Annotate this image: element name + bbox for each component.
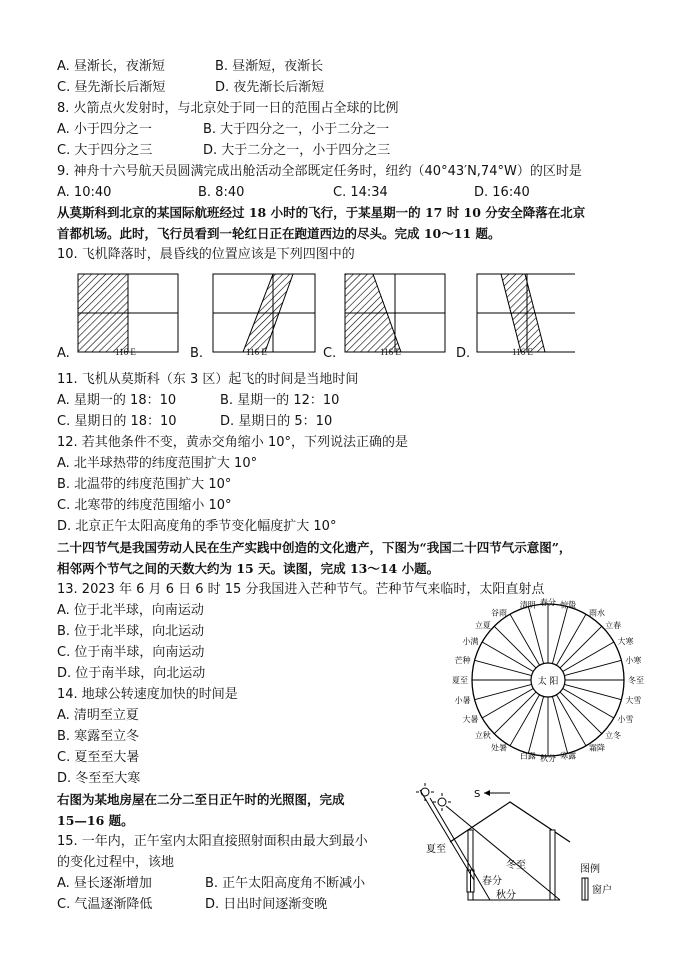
solar-term-label: 夏至 — [452, 676, 468, 685]
q10-option-b-diagram — [213, 274, 315, 352]
q11-option-b: B. 星期一的 12：10 — [220, 393, 340, 408]
q11-stem: 11. 飞机从莫斯科（东 3 区）起飞的时间是当地时间 — [57, 372, 359, 387]
solar-term-label: 立夏 — [474, 620, 491, 630]
term-spoke — [528, 696, 543, 753]
intro-13-14-line1: 二十四节气是我国劳动人民在生产实践中创造的文化遗产，下图为“我国二十四节气示意图”， — [57, 540, 572, 555]
south-label: S — [474, 789, 481, 800]
term-spoke — [563, 689, 614, 719]
q7-option-a: A. 昼渐长，夜渐短 — [57, 59, 165, 74]
solar-term-label: 小暑 — [454, 696, 471, 706]
term-spoke — [552, 607, 567, 664]
q12-stem: 12. 若其他条件不变，黄赤交角缩小 10°，下列说法正确的是 — [57, 435, 408, 450]
q8-option-a: A. 小于四分之一 — [57, 122, 152, 137]
q7-option-c: C. 昼先渐长后渐短 — [57, 80, 166, 95]
term-spoke — [560, 692, 602, 734]
sun-label: 太 阳 — [537, 677, 559, 687]
term-spoke — [560, 626, 602, 668]
term-spoke — [528, 607, 543, 664]
q13-option-a: A. 位于北半球，向南运动 — [57, 603, 204, 618]
q8-option-c: C. 大于四分之三 — [57, 143, 153, 158]
solar-term-label: 小雪 — [617, 715, 634, 724]
solar-term-label: 霜降 — [589, 743, 605, 753]
intro-13-14-line2: 相邻两个节气之间的天数大约为 15 天。读图，完成 13～14 小题。 — [57, 561, 440, 576]
solar-term-label: 白露 — [519, 751, 536, 761]
solar-term-label: 雨水 — [589, 608, 605, 618]
term-spoke — [482, 642, 533, 672]
q11-option-d: D. 星期日的 5：10 — [220, 414, 333, 429]
q13-option-d: D. 位于南半球，向北运动 — [57, 666, 206, 681]
term-spoke — [494, 692, 536, 734]
q7-option-b: B. 昼渐短，夜渐长 — [215, 59, 324, 74]
intro-15-16-line1: 右图为某地房屋在二分二至日正午时的光照图，完成 — [57, 792, 345, 807]
solar-term-label: 春分 — [540, 598, 556, 607]
q15-option-d: D. 日出时间逐渐变晚 — [205, 897, 328, 912]
q14-option-d: D. 冬至至大寒 — [57, 771, 141, 786]
q10-option-d-diagram — [477, 274, 575, 352]
solar-term-label: 谷雨 — [491, 608, 507, 618]
intro-15-16-line2: 15—16 题。 — [57, 813, 134, 828]
sun-icon — [416, 783, 451, 811]
q14-option-c: C. 夏至至大暑 — [57, 750, 140, 765]
solar-term-label: 大寒 — [617, 637, 634, 646]
q10-label-c: C. — [323, 346, 337, 361]
q10-axis-label-d: 116 E — [512, 347, 533, 357]
solar-term-label: 立春 — [605, 620, 622, 630]
solar-term-label: 小寒 — [625, 655, 642, 665]
q7-option-d: D. 夜先渐长后渐短 — [215, 80, 325, 95]
q10-stem: 10. 飞机降落时，晨昏线的位置应该是下列四图中的 — [57, 247, 355, 262]
q10-axis-label-a: 116 E — [115, 347, 136, 357]
q10-axis-label-b: 116 E — [246, 347, 267, 357]
solar-term-label: 冬至 — [628, 676, 644, 685]
house-sunlight-diagram — [410, 780, 640, 920]
q10-label-d: D. — [456, 346, 471, 361]
q15-option-b: B. 正午太阳高度角不断减小 — [205, 876, 366, 891]
term-spoke — [482, 689, 533, 719]
solar-term-label: 寒露 — [560, 751, 577, 761]
term-spoke — [552, 696, 567, 753]
solar-term-label: 大暑 — [462, 715, 479, 724]
q12-option-d: D. 北京正午太阳高度角的季节变化幅度扩大 10° — [57, 519, 337, 534]
term-spoke — [475, 684, 532, 699]
q9-stem: 9. 神舟十六号航天员圆满完成出舱活动全部既定任务时，纽约（40°43′N,74°W）的区时是 — [57, 164, 582, 179]
intro-10-11-line1: 从莫斯科到北京的某国际航班经过 18 小时的飞行，于某星期一的 17 时 10 分安全降落在北京 — [57, 205, 586, 220]
q11-option-a: A. 星期一的 18：10 — [57, 393, 177, 408]
q15-option-a: A. 昼长逐渐增加 — [57, 876, 152, 891]
q13-option-b: B. 位于北半球，向北运动 — [57, 624, 205, 639]
q14-option-a: A. 清明至立夏 — [57, 708, 139, 723]
q12-option-b: B. 北温带的纬度范围扩大 10° — [57, 477, 232, 492]
q9-option-d: D. 16:40 — [474, 185, 530, 200]
solar-term-label: 秋分 — [540, 754, 556, 763]
q10-label-b: B. — [190, 346, 204, 361]
q8-option-d: D. 大于二分之一，小于四分之三 — [203, 143, 391, 158]
q10-option-c-diagram — [345, 274, 445, 352]
term-spoke — [475, 660, 532, 675]
term-spoke — [494, 626, 536, 668]
q12-option-c: C. 北寒带的纬度范围缩小 10° — [57, 498, 232, 513]
q8-stem: 8. 火箭点火发射时，与北京处于同一日的范围占全球的比例 — [57, 101, 399, 116]
q14-option-b: B. 寒露至立冬 — [57, 729, 140, 744]
q10-axis-label-c: 116 E — [380, 347, 401, 357]
intro-10-11-line2: 首都机场。此时，飞行员看到一轮红日正在跑道西边的尽头。完成 10～11 题。 — [57, 226, 501, 241]
q10-label-a: A. — [57, 346, 70, 361]
term-spoke — [564, 660, 621, 675]
solar-term-label: 立冬 — [605, 731, 622, 741]
solar-term-label: 大雪 — [625, 696, 642, 706]
q9-option-b: B. 8:40 — [198, 185, 245, 200]
term-spoke — [563, 642, 614, 672]
solar-term-label: 芒种 — [454, 655, 471, 665]
q15-option-c: C. 气温逐渐降低 — [57, 897, 153, 912]
term-spoke — [564, 684, 621, 699]
term-spoke — [510, 695, 540, 746]
q13-option-c: C. 位于南半球，向南运动 — [57, 645, 205, 660]
q13-stem: 13. 2023 年 6 月 6 日 6 时 15 分我国进入芒种节气。芒种节气来临时，太阳直射点 — [57, 582, 545, 597]
solar-term-label: 惊蛰 — [560, 600, 577, 610]
legend-label: 图例 — [580, 864, 600, 875]
solar-term-label: 处暑 — [491, 743, 507, 753]
spring-equinox-label: 春分 — [482, 876, 502, 887]
q9-option-a: A. 10:40 — [57, 185, 112, 200]
solar-term-label: 小满 — [462, 637, 479, 646]
q11-option-c: C. 星期日的 18：10 — [57, 414, 177, 429]
q15-stem-line2: 的变化过程中，该地 — [57, 855, 175, 870]
term-spoke — [557, 614, 587, 665]
q10-option-a-diagram — [78, 274, 178, 352]
q9-option-c: C. 14:34 — [333, 185, 388, 200]
q8-option-b: B. 大于四分之一，小于二分之一 — [203, 122, 390, 137]
q14-stem: 14. 地球公转速度加快的时间是 — [57, 687, 238, 702]
autumn-equinox-label: 秋分 — [496, 890, 516, 901]
q15-stem-line1: 15. 一年内，正午室内太阳直接照射面积由最大到最小 — [57, 834, 368, 849]
term-spoke — [510, 614, 540, 665]
q12-option-a: A. 北半球热带的纬度范围扩大 10° — [57, 456, 258, 471]
solar-term-label: 清明 — [519, 600, 536, 610]
winter-solstice-label: 冬至 — [506, 860, 526, 871]
term-spoke — [557, 695, 587, 746]
solar-terms-diagram — [440, 590, 656, 770]
legend-window-label: 窗户 — [592, 885, 612, 896]
summer-solstice-label: 夏至 — [426, 844, 446, 855]
solar-term-label: 立秋 — [474, 731, 491, 741]
